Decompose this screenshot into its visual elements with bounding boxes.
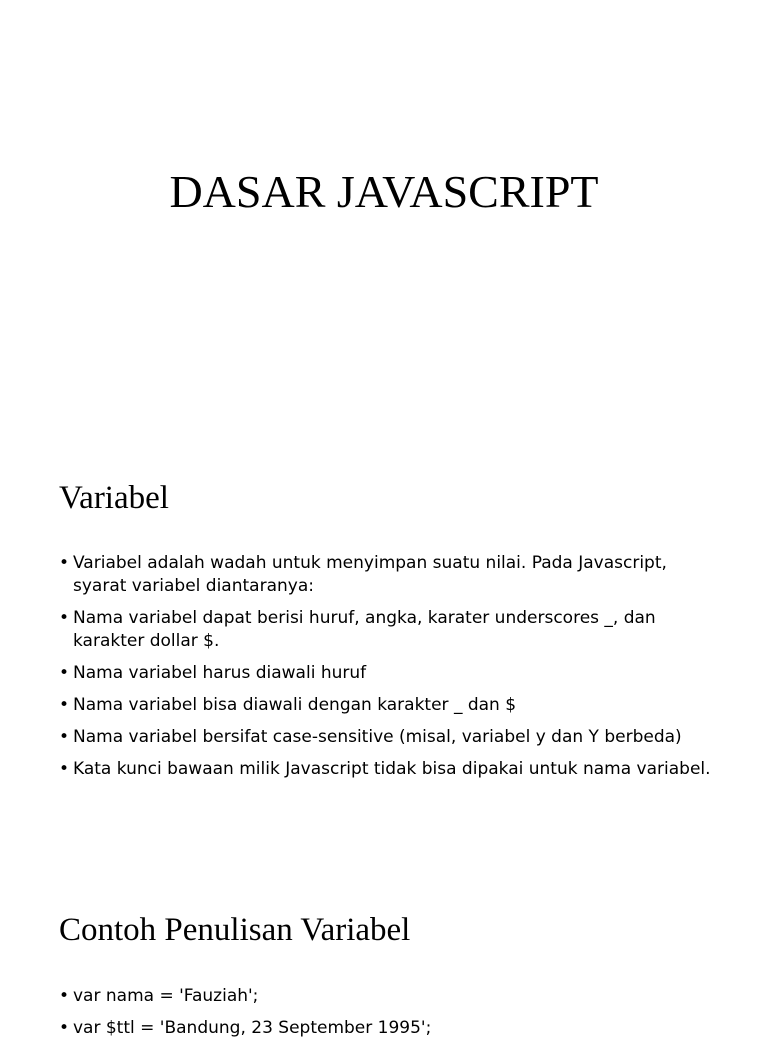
section-heading-variabel: Variabel <box>59 480 169 516</box>
list-item: • Nama variabel bisa diawali dengan karakter _ dan $ <box>59 694 719 717</box>
list-item: • var nama = 'Fauziah'; <box>59 985 719 1008</box>
list-item: • Kata kunci bawaan milik Javascript tidak bisa dipakai untuk nama variabel. <box>59 758 719 781</box>
list-item: • Nama variabel harus diawali huruf <box>59 662 719 685</box>
title-slide <box>0 0 768 420</box>
list-item: • Variabel adalah wadah untuk menyimpan suatu nilai. Pada Javascript, syarat variabel diantaranya: <box>59 552 719 598</box>
section-heading-contoh: Contoh Penulisan Variabel <box>59 912 411 948</box>
list-item: • var $ttl = 'Bandung, 23 September 1995'; <box>59 1017 719 1040</box>
list-item: • Nama variabel dapat berisi huruf, angka, karater underscores _, dan karakter dollar $. <box>59 607 719 653</box>
main-title: DASAR JAVASCRIPT <box>169 166 599 217</box>
variabel-bullet-list <box>59 552 719 790</box>
list-item: • Nama variabel bersifat case-sensitive (misal, variabel y dan Y berbeda) <box>59 726 719 749</box>
contoh-bullet-list <box>59 985 719 1049</box>
